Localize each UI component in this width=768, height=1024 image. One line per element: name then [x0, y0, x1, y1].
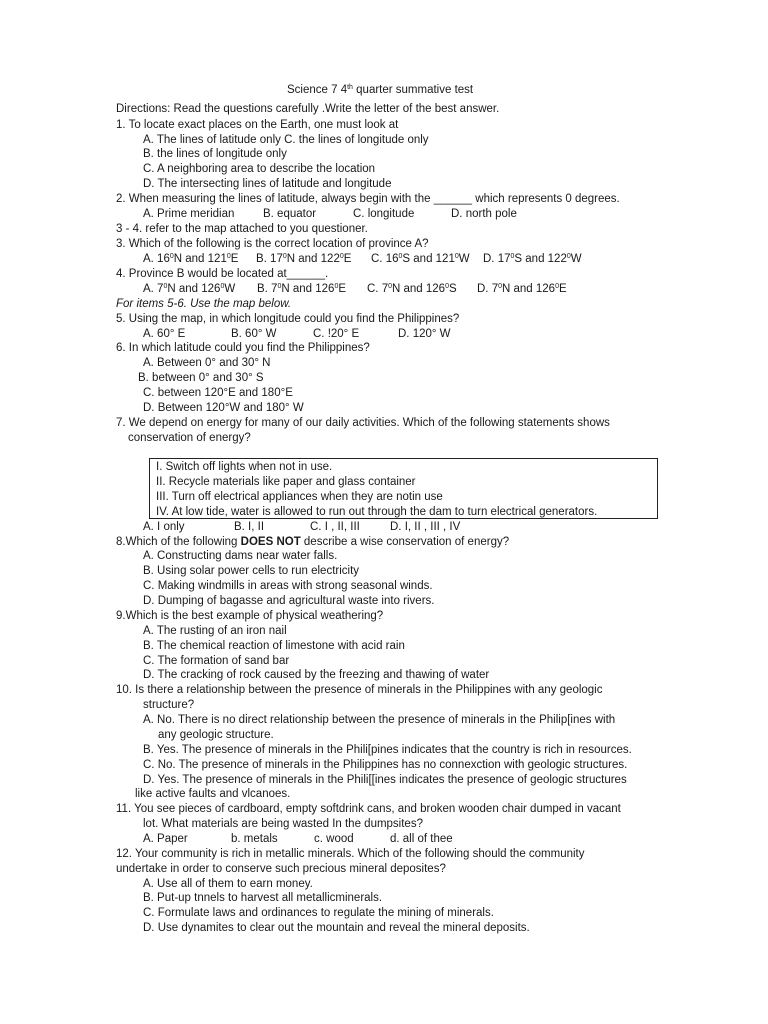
q11-option-c: c. wood — [314, 833, 354, 845]
q10-option-c: C. No. The presence of minerals in the Philippines has no connexction with geologic structures. — [143, 759, 628, 771]
q7-stem: 7. We depend on energy for many of our daily activities. Which of the following statements shows — [116, 417, 610, 429]
q6-option-c: C. between 120°E and 180°E — [143, 387, 293, 399]
q5-stem: 5. Using the map, in which longitude could you find the Philippines? — [116, 313, 460, 325]
statement-2: II. Recycle materials like paper and glass container — [156, 476, 416, 488]
q10-option-d: D. Yes. The presence of minerals in the Phili[[ines indicates the presence of geologic structures — [143, 774, 627, 786]
q12-option-b: B. Put-up tnnels to harvest all metallicminerals. — [143, 892, 383, 904]
q5-option-c: C. !20° E — [313, 328, 360, 340]
q11-option-a: A. Paper — [143, 833, 188, 845]
q1-option-b: B. the lines of longitude only — [143, 148, 287, 160]
q9-stem: 9.Which is the best example of physical weathering? — [116, 610, 384, 622]
q7-option-c: C. I , II, III — [310, 521, 360, 533]
q2-stem: 2. When measuring the lines of latitude, always begin with the ______ which represents 0 degrees. — [116, 193, 620, 205]
q8-option-a: A. Constructing dams near water falls. — [143, 550, 338, 562]
q3-option-d: D. $17^0S$ and $122^0W$ — [483, 253, 582, 265]
q4-stem: 4. Province B would be located at______. — [116, 268, 329, 280]
q10-stem-cont: structure? — [143, 699, 195, 711]
q2-option-d: D. north pole — [451, 208, 517, 220]
q9-option-d: D. The cracking of rock caused by the freezing and thawing of water — [143, 669, 490, 681]
q4-option-a: A. $7^0N$ and $126^0W$ — [143, 283, 236, 295]
q4-option-d: D. $7^0N$ and $126^0E$ — [477, 283, 567, 295]
note-items-3-4: 3 - 4. refer to the map attached to you questioner. — [116, 223, 368, 235]
q4-option-b: B. $7^0N$ and $126^0E$ — [257, 283, 347, 295]
q10-option-d-cont: like active faults and vlcanoes. — [135, 788, 291, 800]
q4-option-c: C. $7^0N$ and $126^0S$ — [367, 283, 457, 295]
q9-option-c: C. The formation of sand bar — [143, 655, 290, 667]
q11-stem: 11. You see pieces of cardboard, empty softdrink cans, and broken wooden chair dumped in vacant — [116, 803, 621, 815]
q6-option-d: D. Between 120°W and 180° W — [143, 402, 304, 414]
q7-stem-cont: conservation of energy? — [128, 432, 251, 444]
q12-option-c: C. Formulate laws and ordinances to regulate the mining of minerals. — [143, 907, 494, 919]
statement-4: IV. At low tide, water is allowed to run out through the dam to turn electrical generators. — [156, 506, 598, 518]
q10-option-b: B. Yes. The presence of minerals in the Phili[pines indicates that the country is rich in resources. — [143, 744, 632, 756]
q7-option-b: B. I, II — [234, 521, 265, 533]
q7-option-d: D. I, II , III , IV — [390, 521, 461, 533]
q8-stem: 8.Which of the following DOES NOT describe a wise conservation of energy? — [116, 536, 510, 548]
q11-stem-cont: lot. What materials are being wasted In the dumpsites? — [143, 818, 423, 830]
q7-option-a: A. I only — [143, 521, 185, 533]
q12-stem: 12. Your community is rich in metallic minerals. Which of the following should the community — [116, 848, 585, 860]
q11-option-b: b. metals — [231, 833, 278, 845]
note-items-5-6: For items 5-6. Use the map below. — [116, 298, 292, 310]
q2-option-c: C. longitude — [353, 208, 415, 220]
q1-option-a: A. The lines of latitude only C. the lines of longitude only — [143, 134, 429, 146]
q2-option-b: B. equator — [263, 208, 317, 220]
q10-option-a-cont: any geologic structure. — [158, 729, 274, 741]
q12-stem-cont: undertake in order to conserve such precious mineral deposites? — [116, 863, 446, 875]
q3-option-a: A. $16^0N$ and $121^0E$ — [143, 253, 239, 265]
q6-stem: 6. In which latitude could you find the Philippines? — [116, 342, 370, 354]
q8-option-c: C. Making windmills in areas with strong seasonal winds. — [143, 580, 433, 592]
directions: Directions: Read the questions carefully .Write the letter of the best answer. — [116, 103, 500, 115]
page-title: Science 7 4th quarter summative test — [287, 84, 474, 96]
q10-stem: 10. Is there a relationship between the presence of minerals in the Philippines with any geologic — [116, 684, 603, 696]
q9-option-b: B. The chemical reaction of limestone with acid rain — [143, 640, 405, 652]
q5-option-d: D. 120° W — [398, 328, 451, 340]
q3-option-b: B. $17^0N$ and $122^0E$ — [256, 253, 352, 265]
q2-option-a: A. Prime meridian — [143, 208, 235, 220]
q5-option-b: B. 60° W — [231, 328, 277, 340]
q8-option-d: D. Dumping of bagasse and agricultural waste into rivers. — [143, 595, 435, 607]
q6-option-a: A. Between 0° and 30° N — [143, 357, 271, 369]
q3-option-c: C. $16^0S$ and $121^0W$ — [371, 253, 470, 265]
q6-option-b: B. between 0° and 30° S — [138, 372, 264, 384]
q12-option-d: D. Use dynamites to clear out the mountain and reveal the mineral deposits. — [143, 922, 530, 934]
q3-stem: 3. Which of the following is the correct location of province A? — [116, 238, 429, 250]
q12-option-a: A. Use all of them to earn money. — [143, 878, 313, 890]
q11-option-d: d. all of thee — [390, 833, 453, 845]
q5-option-a: A. 60° E — [143, 328, 186, 340]
q1-stem: 1. To locate exact places on the Earth, one must look at — [116, 119, 399, 131]
q9-option-a: A. The rusting of an iron nail — [143, 625, 287, 637]
q1-option-c: C. A neighboring area to describe the location — [143, 163, 376, 175]
q1-option-d: D. The intersecting lines of latitude and longitude — [143, 178, 392, 190]
statement-3: III. Turn off electrical appliances when they are notin use — [156, 491, 443, 503]
statement-1: I. Switch off lights when not in use. — [156, 461, 333, 473]
q8-option-b: B. Using solar power cells to run electricity — [143, 565, 360, 577]
statements-box — [149, 458, 658, 519]
q10-option-a: A. No. There is no direct relationship between the presence of minerals in the Philip[ines with — [143, 714, 616, 726]
